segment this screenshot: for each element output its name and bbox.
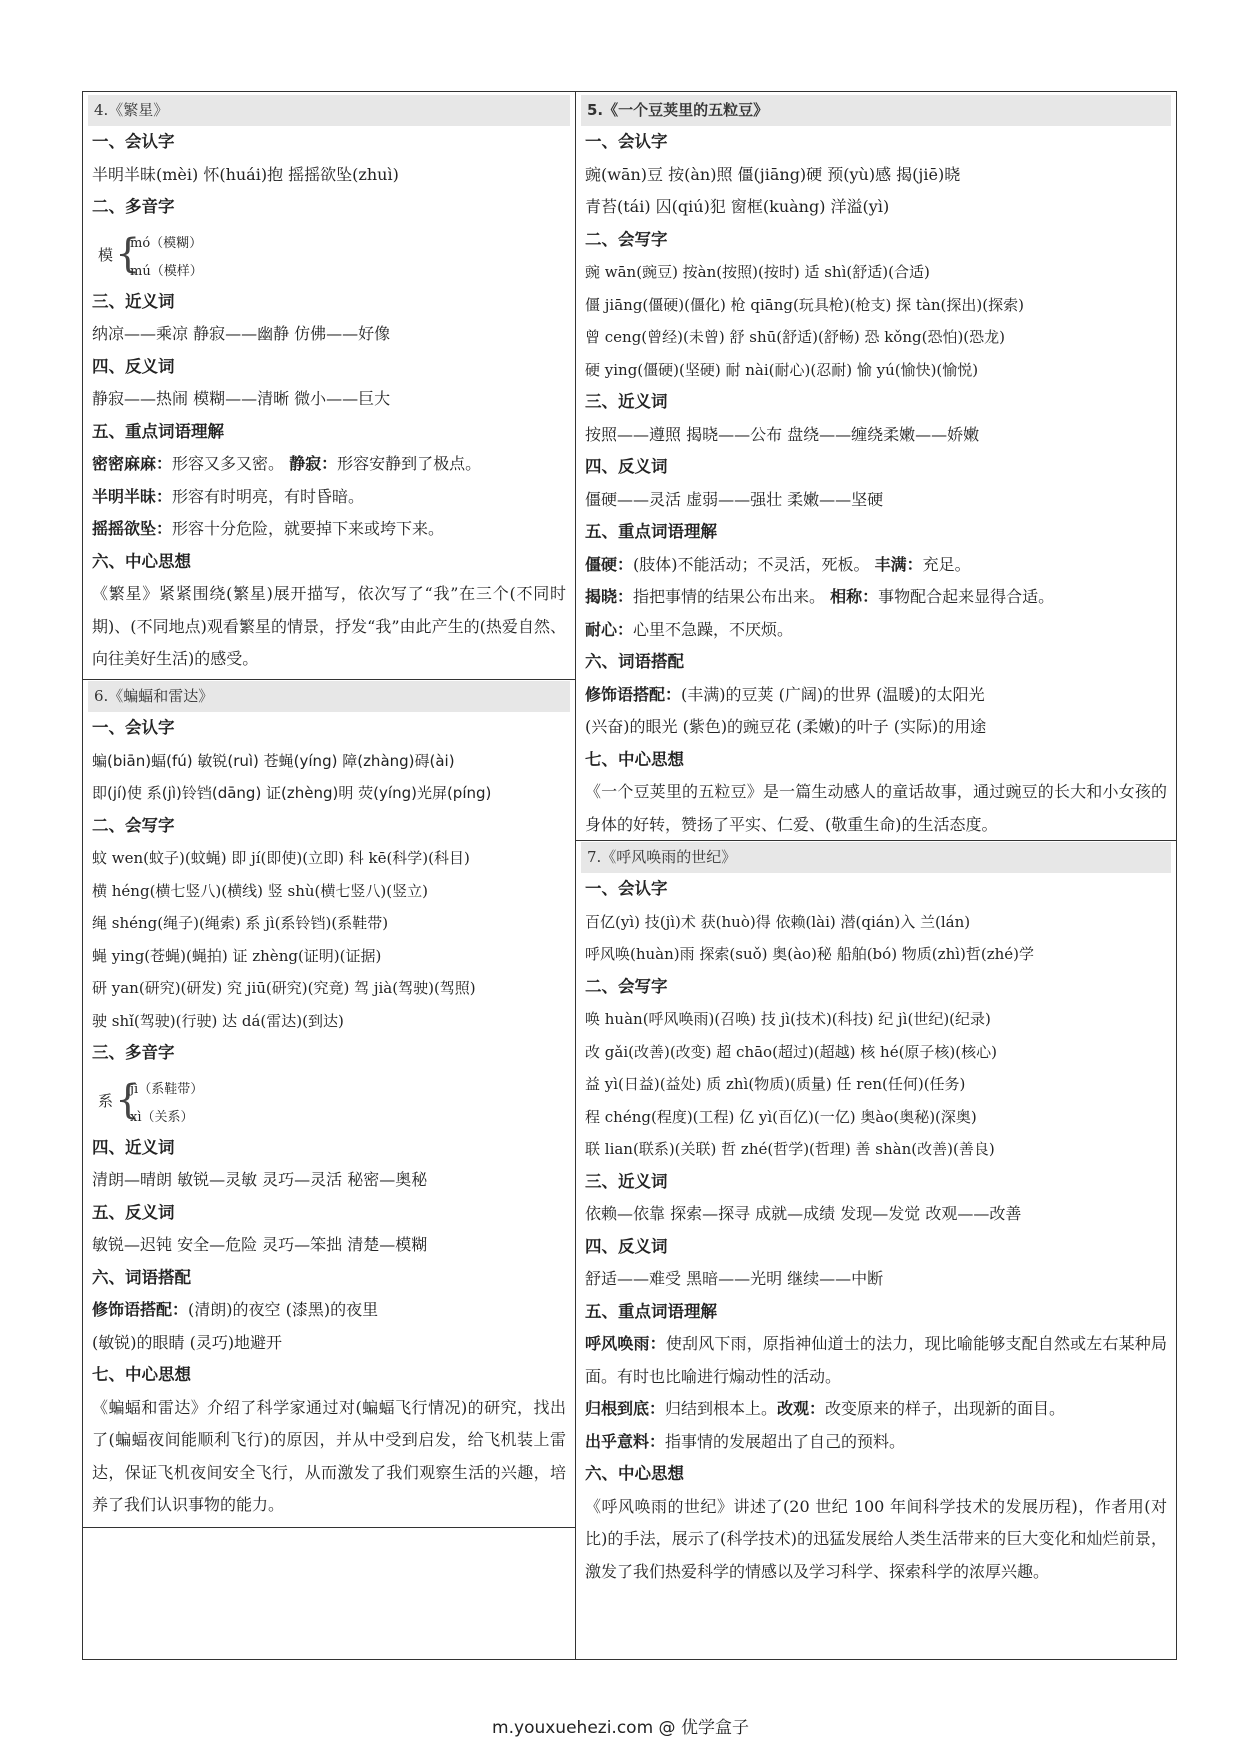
write-words: 僵 jiāng(僵硬)(僵化) 枪 qiāng(玩具枪)(枪支) 探 tàn(探出)(探索) [585,295,1024,314]
write-words: 改 gǎi(改善)(改变) 超 chāo(超过)(超越) 核 hé(原子核)(核心) [585,1042,997,1061]
write-words: 横 héng(横七竖八)(横线) 竖 shù(横七竖八)(竖立) [92,881,428,900]
heading-collocation: 六、词语搭配 [92,1267,191,1287]
poly-char: 模 [98,245,114,264]
section-title: 6.《蝙蝠和雷达》 [88,681,570,712]
section-title: 4.《繁星》 [88,95,570,126]
collocation-row: (兴奋)的眼光 (紫色)的豌豆花 (柔嫩)的叶子 (实际)的用途 [585,717,987,736]
heading-recognize: 一、会认字 [92,132,175,151]
term-row: 密密麻麻：形容又多又密。 静寂：形容安静到了极点。 [92,454,482,473]
term-row: 摇摇欲坠：形容十分危险，就要掉下来或垮下来。 [92,519,445,538]
write-words: 研 yan(研究)(研发) 究 jiū(研究)(究竟) 驾 jià(驾驶)(驾照) [92,979,476,997]
main-idea: 《一个豆荚里的五粒豆》是一篇生动感人的童话故事，通过豌豆的长大和小女孩的身体的好转，赞扬了平实、仁爱、(敬重生命)的生活态度。 [585,782,1167,834]
antonyms: 舒适——难受 黑暗——光明 继续——中断 [585,1269,884,1288]
heading-synonyms: 三、近义词 [92,291,175,311]
write-words: 曾 ceng(曾经)(未曾) 舒 shū(舒适)(舒畅) 恐 kǒng(恐怕)(恐龙) [585,328,1006,346]
heading-polyphonic: 三、多音字 [92,1043,175,1062]
recognize-words: 蝙(biān)蝠(fú) 敏锐(ruì) 苍蝇(yíng) 障(zhàng)碍(ài) [92,751,455,770]
section-title: 7.《呼风唤雨的世纪》 [581,842,1171,873]
write-words: 蝇 ying(苍蝇)(蝇拍) 证 zhèng(证明)(证据) [92,946,382,965]
heading-synonyms: 四、近义词 [92,1137,175,1157]
main-idea: 《呼风唤雨的世纪》讲述了(20 世纪 100 年间科学技术的发展历程)，作者用(对比)的手法，展示了(科学技术)的迅猛发展给人类生活带来的巨大变化和灿烂前景，激发了我们热爱科学的情感以及学习科学、探索科学的浓厚兴趣。 [585,1496,1167,1581]
brace-icon: { [115,230,141,277]
collocation-row: 修饰语搭配：(丰满)的豆荚 (广阔)的世界 (温暖)的太阳光 [585,684,985,704]
brace-icon: { [115,1076,141,1123]
heading-synonyms: 三、近义词 [585,392,668,411]
heading-recognize: 一、会认字 [585,879,668,898]
heading-recognize: 一、会认字 [92,718,175,737]
term-row: 归根到底：归结到根本上。改观：改变原来的样子，出现新的面目。 [585,1399,1066,1418]
recognize-words: 呼风唤(huàn)雨 探索(suǒ) 奥(ào)秘 船舶(bó) 物质(zhì)哲(zhé)学 [585,945,1035,963]
recognize-words: 百亿(yì) 技(jì)术 获(huò)得 依赖(lài) 潜(qián)入 兰(lán) [585,912,971,931]
poly-reading-2: mú（模样） [130,263,203,279]
poly-reading-2: xì（关系） [130,1109,194,1125]
write-words: 唤 huàn(呼风唤雨)(召唤) 技 jì(技术)(科技) 纪 jì(世纪)(纪录) [585,1010,991,1028]
heading-recognize: 一、会认字 [585,132,668,151]
section-title: 5.《一个豆荚里的五粒豆》 [581,95,1171,126]
term-row: 出乎意料：指事情的发展超出了自己的预料。 [585,1431,906,1451]
section-century [581,842,1171,1588]
write-words: 绳 shéng(绳子)(绳索) 系 jì(系铃铛)(系鞋带) [92,914,389,932]
heading-key-terms: 五、重点词语理解 [585,522,717,541]
column-divider [575,91,576,1660]
heading-polyphonic: 二、多音字 [92,197,175,216]
antonyms: 敏锐—迟钝 安全—危险 灵巧—笨拙 清楚—模糊 [92,1235,428,1254]
heading-key-terms: 五、重点词语理解 [585,1301,717,1321]
poly-reading-1: jì（系鞋带） [130,1081,204,1097]
write-words: 益 yì(日益)(益处) 质 zhì(物质)(质量) 任 ren(任何)(任务) [585,1075,966,1093]
heading-main-idea: 七、中心思想 [585,749,684,769]
polyphonic-block [88,224,570,286]
poly-char: 系 [98,1091,114,1110]
write-words: 豌 wān(豌豆) 按àn(按照)(按时) 适 shì(舒适)(合适) [585,263,930,281]
heading-write: 二、会写字 [585,976,668,996]
recognize-words: 即(jí)使 系(jì)铃铛(dāng) 证(zhèng)明 荧(yíng)光屏(píng) [92,784,492,802]
heading-synonyms: 三、近义词 [585,1171,668,1191]
heading-write: 二、会写字 [585,229,668,249]
collocation-row: 修饰语搭配：(清朗)的夜空 (漆黑)的夜里 [92,1300,379,1319]
antonyms: 静寂——热闹 模糊——清晰 微小——巨大 [92,389,391,408]
main-idea: 《蝙蝠和雷达》介绍了科学家通过对(蝙蝠飞行情况)的研究，找出了(蝙蝠夜间能顺利飞行)的原因，并从中受到启发，给飞机装上雷达，保证飞机夜间安全飞行，从而激发了我们观察生活的兴趣，培养了我们认识事物的能力。 [92,1397,566,1514]
heading-main-idea: 六、中心思想 [92,551,191,571]
heading-antonyms: 四、反义词 [585,457,668,476]
write-words: 联 lian(联系)(关联) 哲 zhé(哲学)(哲理) 善 shàn(改善)(善良) [585,1140,995,1158]
row-divider-left [82,679,576,680]
synonyms: 纳凉——乘凉 静寂——幽静 仿佛——好像 [92,324,391,343]
write-words: 驶 shǐ(驾驶)(行驶) 达 dá(雷达)(到达) [92,1011,344,1030]
heading-antonyms: 四、反义词 [92,356,175,376]
term-row: 僵硬：(肢体)不能活动；不灵活，死板。 丰满：充足。 [585,554,971,574]
section-five-peas [581,95,1171,841]
synonyms: 清朗—晴朗 敏锐—灵敏 灵巧—灵活 秘密—奥秘 [92,1170,428,1189]
polyphonic-block [88,1070,570,1132]
term-row: 揭晓：指把事情的结果公布出来。 相称：事物配合起来显得合适。 [585,587,1055,606]
heading-main-idea: 七、中心思想 [92,1365,191,1384]
recognize-words: 半明半昧(mèi) 怀(huái)抱 摇摇欲坠(zhuì) [92,164,399,184]
section-bat-radar [88,681,570,1522]
recognize-words: 豌(wān)豆 按(àn)照 僵(jiāng)硬 预(yù)感 揭(jiē)晓 [585,164,961,184]
row-divider-left-bottom [82,1527,576,1528]
write-words: 蚊 wen(蚊子)(蚊蝇) 即 jí(即使)(立即) 科 kē(科学)(科目) [92,849,470,867]
write-words: 程 chéng(程度)(工程) 亿 yì(百亿)(一亿) 奥ào(奥秘)(深奥) [585,1107,977,1126]
term-row: 耐心：心里不急躁，不厌烦。 [585,619,794,639]
synonyms: 按照——遵照 揭晓——公布 盘绕——缠绕柔嫩——娇嫩 [585,424,980,444]
section-fanxing [88,95,570,676]
term-row: 半明半昧：形容有时明亮，有时昏暗。 [92,486,365,506]
footer-watermark: m.youxuehezi.com @ 优学盒子 [492,1718,749,1738]
heading-antonyms: 五、反义词 [92,1202,175,1222]
collocation-row: (敏锐)的眼睛 (灵巧)地避开 [92,1332,283,1352]
heading-key-terms: 五、重点词语理解 [92,421,224,441]
heading-antonyms: 四、反义词 [585,1236,668,1256]
synonyms: 依赖—依靠 探索—探寻 成就—成绩 发现—发觉 改观——改善 [585,1204,1022,1223]
heading-write: 二、会写字 [92,815,175,835]
antonyms: 僵硬——灵活 虚弱——强壮 柔嫩——坚硬 [585,489,884,509]
term-row: 呼风唤雨：使刮风下雨，原指神仙道士的法力，现比喻能够支配自然或左右某种局面。有时也比喻进行煽动性的活动。 [585,1334,1167,1386]
write-words: 硬 ying(僵硬)(坚硬) 耐 nài(耐心)(忍耐) 愉 yú(愉快)(愉悦) [585,360,979,379]
poly-reading-1: mó（模糊） [130,235,203,251]
heading-collocation: 六、词语搭配 [585,652,684,671]
heading-main-idea: 六、中心思想 [585,1464,684,1483]
recognize-words: 青苔(tái) 囚(qiú)犯 窗框(kuàng) 洋溢(yì) [585,197,890,216]
main-idea: 《繁星》紧紧围绕(繁星)展开描写，依次写了“我”在三个(不同时期)、(不同地点)观看繁星的情景，抒发“我”由此产生的(热爱自然、向往美好生活)的感受。 [92,584,566,668]
